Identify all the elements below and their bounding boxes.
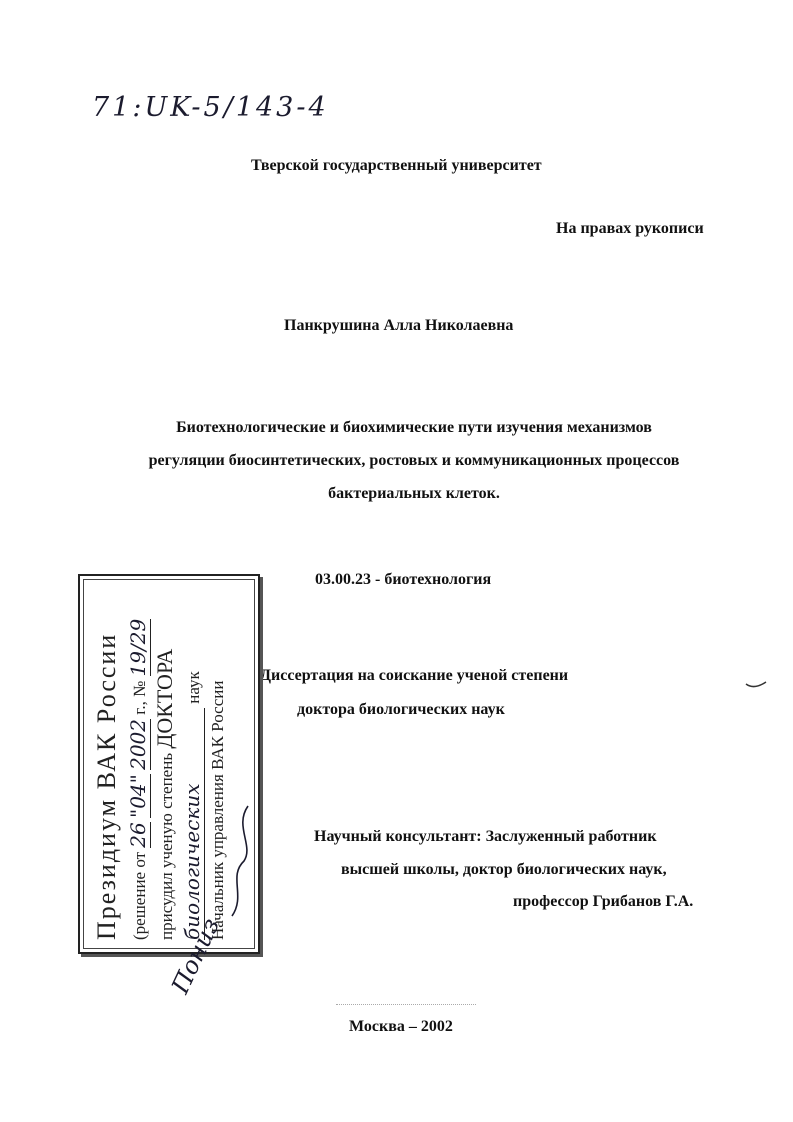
author-name: Панкрушина Алла Николаевна	[284, 317, 514, 334]
stamp-field-suffix: наук	[184, 671, 203, 704]
place-and-year: Москва – 2002	[349, 1018, 453, 1035]
margin-mark	[744, 678, 768, 692]
stamp-line-decision	[126, 619, 150, 940]
degree-line-2: доктора биологических наук	[297, 701, 505, 718]
handwritten-signature: Пониз	[166, 913, 226, 998]
specialty-code: 03.00.23 - биотехнология	[315, 571, 492, 588]
title-line-3: бактериальных клеток.	[328, 485, 500, 502]
title-line-2: регуляции биосинтетических, ростовых и коммуникационных процессов	[148, 452, 680, 469]
consultant-line-2: высшей школы, доктор биологических наук,	[341, 861, 667, 878]
footer-dotted-line	[336, 1004, 476, 1005]
consultant-line-1: Научный консультант: Заслуженный работник	[314, 828, 657, 845]
stamp-signature-mark	[226, 776, 256, 926]
consultant-line-3: профессор Грибанов Г.А.	[513, 893, 694, 910]
stamp-line-degree	[152, 649, 178, 940]
vak-approval-stamp	[78, 574, 260, 954]
stamp-field-handwritten: биологических	[180, 708, 205, 940]
degree-line-1: Диссертация на соискание ученой степени	[260, 667, 569, 684]
stamp-decision-month: "04"	[126, 774, 150, 818]
title-line-1: Биотехнологические и биохимические пути изучения механизмов	[176, 419, 652, 436]
stamp-degree-prefix: присудил ученую степень	[157, 752, 176, 940]
stamp-decision-year: 2002	[126, 718, 150, 770]
stamp-decision-day: 26	[126, 822, 150, 848]
stamp-line-presidium: Президиум ВАК России	[92, 632, 121, 940]
stamp-decision-mid: г., №	[130, 680, 149, 715]
stamp-line-field	[180, 671, 205, 940]
archive-code: 71:UK-5/143-4	[92, 92, 329, 123]
dissertation-title	[100, 411, 728, 510]
stamp-decision-prefix: (решение от	[130, 851, 149, 940]
stamp-decision-number: 19/29	[126, 618, 150, 677]
stamp-line-chief: Начальник управления ВАК России	[208, 680, 227, 940]
university-name: Тверской государственный университет	[251, 157, 542, 174]
manuscript-rights-label: На правах рукописи	[556, 220, 704, 237]
stamp-degree-value: ДОКТОРА	[152, 648, 177, 749]
